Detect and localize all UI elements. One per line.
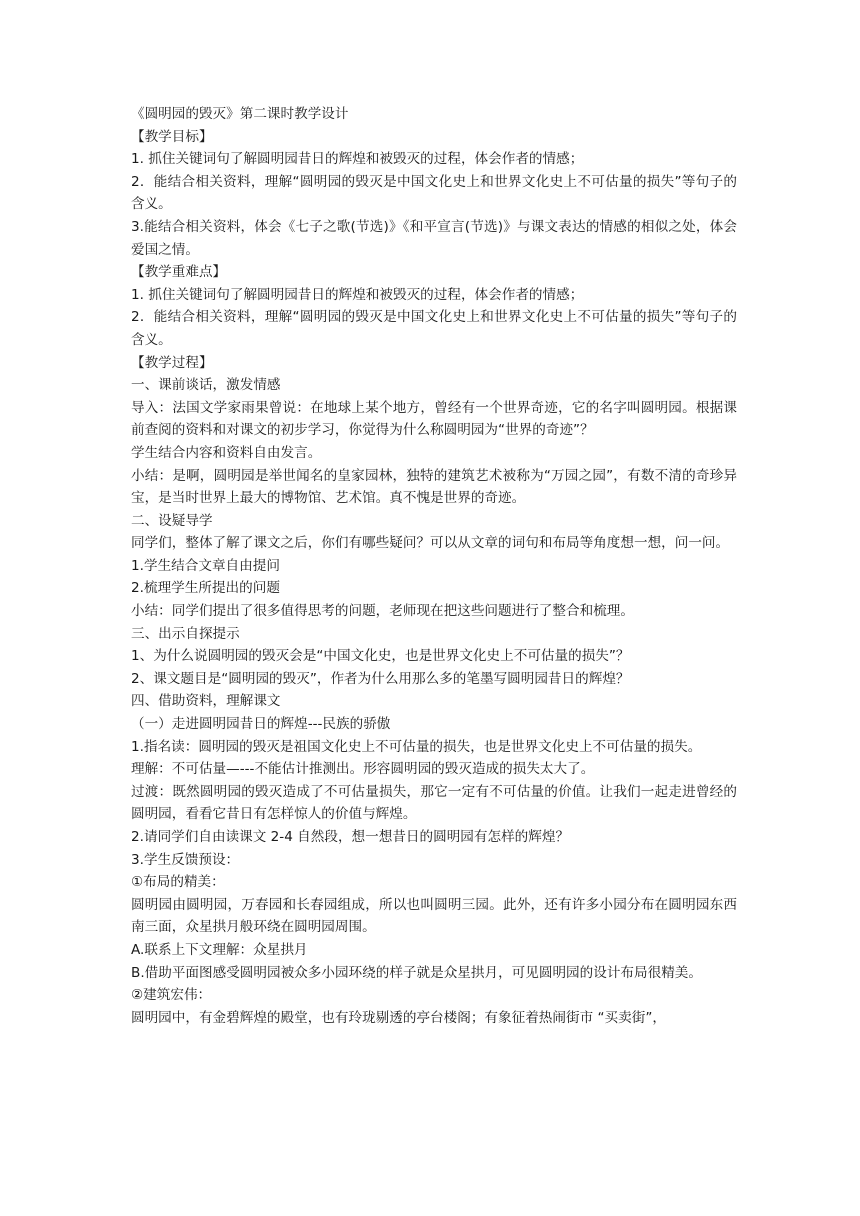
- subsection-heading: 三、出示自探提示: [131, 625, 240, 642]
- paragraph: A.联系上下文理解：众星拱月: [131, 941, 308, 958]
- paragraph: 小结：同学们提出了很多值得思考的问题，老师现在把这些问题进行了整合和梳理。: [131, 603, 634, 620]
- paragraph: 2、课文题目是“圆明园的毁灭”，作者为什么用那么多的笔墨写圆明园昔日的辉煌？: [131, 670, 630, 687]
- paragraph: B.借助平面图感受圆明园被众多小园环绕的样子就是众星拱月，可见圆明园的设计布局很精美。: [131, 964, 702, 981]
- section-heading: 【教学目标】: [131, 128, 213, 145]
- paragraph: 过渡：既然圆明园的毁灭造成了不可估量损失，那它一定有不可估量的价值。让我们一起走进曾经的圆明园，看看它昔日有怎样惊人的价值与辉煌。: [131, 783, 737, 823]
- paragraph: 1. 抓住关键词句了解圆明园昔日的辉煌和被毁灭的过程，体会作者的情感；: [131, 151, 584, 168]
- paragraph: 小结：是啊，圆明园是举世闻名的皇家园林，独特的建筑艺术被称为“万园之园”，有数不清的奇珍异宝，是当时世界上最大的博物馆、艺术馆。真不愧是世界的奇迹。: [131, 467, 737, 507]
- document-title: 《圆明园的毁灭》第二课时教学设计: [131, 106, 349, 122]
- paragraph: 1.指名读：圆明园的毁灭是祖国文化史上不可估量的损失，也是世界文化史上不可估量的损失。: [131, 738, 702, 755]
- paragraph: （一）走进圆明园昔日的辉煌---民族的骄傲: [131, 716, 391, 733]
- paragraph: 1. 抓住关键词句了解圆明园昔日的辉煌和被毁灭的过程，体会作者的情感；: [131, 286, 584, 303]
- paragraph: ②建筑宏伟：: [131, 987, 212, 1004]
- paragraph: 圆明园由圆明园，万春园和长春园组成，所以也叫圆明三园。此外，还有许多小园分布在圆明园东西南三面，众星拱月般环绕在圆明园周围。: [131, 896, 737, 936]
- document-page: [131, 103, 737, 1029]
- paragraph: 2．能结合相关资料，理解“圆明园的毁灭是中国文化史上和世界文化史上不可估量的损失”等句子的含义。: [131, 309, 737, 348]
- paragraph: 2．能结合相关资料，理解“圆明园的毁灭是中国文化史上和世界文化史上不可估量的损失”等句子的含义。: [131, 173, 737, 213]
- paragraph: 学生结合内容和资料自由发言。: [131, 444, 322, 461]
- paragraph: 1.学生结合文章自由提问: [131, 557, 280, 574]
- paragraph: 2.请同学们自由读课文 2-4 自然段，想一想昔日的圆明园有怎样的辉煌？: [131, 829, 570, 845]
- paragraph: 2.梳理学生所提出的问题: [131, 580, 280, 597]
- subsection-heading: 二、设疑导学: [131, 512, 213, 529]
- subsection-heading: 一、课前谈话，激发情感: [131, 377, 281, 394]
- paragraph: ①布局的精美：: [131, 874, 225, 891]
- subsection-heading: 四、借助资料，理解课文: [131, 693, 281, 710]
- paragraph: 圆明园中，有金碧辉煌的殿堂，也有玲珑剔透的亭台楼阁；有象征着热闹街市 “买卖街”，: [131, 1009, 666, 1026]
- paragraph: 同学们，整体了解了课文之后，你们有哪些疑问？可以从文章的词句和布局等角度想一想，问一问。: [131, 535, 730, 552]
- paragraph: 3.学生反馈预设：: [131, 851, 240, 868]
- section-heading: 【教学重难点】: [131, 264, 227, 281]
- paragraph: 理解：不可估量—---不能估计推测出。形容圆明园的毁灭造成的损失太大了。: [131, 761, 595, 778]
- paragraph: 导入：法国文学家雨果曾说：在地球上某个地方，曾经有一个世界奇迹，它的名字叫圆明园。根据课前查阅的资料和对课文的初步学习，你觉得为什么称圆明园为“世界的奇迹”？: [131, 399, 737, 439]
- paragraph: 1、为什么说圆明园的毁灭会是“中国文化史，也是世界文化史上不可估量的损失”？: [131, 648, 630, 665]
- paragraph: 3.能结合相关资料，体会《七子之歌(节选)》《和平宣言(节选)》与课文表达的情感的相似之处，体会爱国之情。: [131, 218, 737, 258]
- section-heading: 【教学过程】: [131, 354, 213, 371]
